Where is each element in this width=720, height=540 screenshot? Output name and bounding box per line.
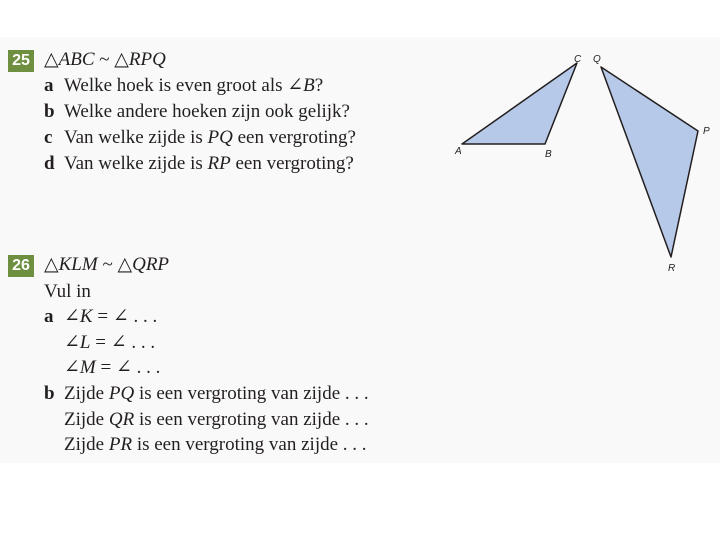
- question-25b: [44, 100, 350, 124]
- exercise-25-statement: [44, 48, 166, 72]
- vertex-label-a: A: [455, 146, 462, 157]
- side-variable: QR: [108, 409, 135, 430]
- question-label: a: [44, 306, 54, 327]
- angle-symbol: ∠: [64, 332, 80, 353]
- question-text: Welke andere hoeken zijn ook gelijk?: [64, 101, 350, 122]
- blank-answer: = ∠ . . .: [92, 306, 158, 327]
- side-variable: PQ: [108, 383, 135, 404]
- angle-variable: K: [79, 306, 93, 327]
- triangle-abc-shape: [462, 63, 577, 144]
- vertex-label-c: C: [574, 54, 582, 65]
- question-text: is een vergroting van zijde . . .: [134, 383, 369, 404]
- angle-variable: B: [303, 75, 315, 96]
- blank-answer: = ∠ . . .: [90, 332, 156, 353]
- exercise-25-number: 25: [8, 50, 34, 72]
- vertex-label-r: R: [668, 263, 676, 274]
- similar-triangles-figure: [440, 40, 720, 280]
- side-variable: RP: [207, 153, 231, 174]
- triangle-klm: KLM: [58, 254, 98, 275]
- similar-sign: ~: [94, 49, 115, 70]
- question-label: c: [44, 127, 53, 148]
- question-26a-line-3: [64, 356, 160, 380]
- question-text: is een vergroting van zijde . . .: [132, 434, 367, 455]
- triangle-abc: ABC: [58, 49, 95, 70]
- vertex-label-q: Q: [593, 54, 601, 65]
- question-text: Zijde: [64, 409, 109, 430]
- instruction-text: Vul in: [44, 281, 91, 302]
- question-text: Van welke zijde is: [64, 153, 208, 174]
- question-26a-line-1: [44, 305, 157, 329]
- question-text: Zijde: [64, 383, 109, 404]
- question-25d: [44, 152, 354, 176]
- question-label: d: [44, 153, 55, 174]
- angle-symbol: ∠: [64, 306, 80, 327]
- triangle-symbol: △: [44, 254, 59, 275]
- question-label: b: [44, 383, 55, 404]
- question-25a: [44, 74, 323, 98]
- triangle-qpr-shape: [601, 67, 698, 257]
- question-text: een vergroting?: [230, 153, 354, 174]
- exercise-26-number: 26: [8, 255, 34, 277]
- question-text: Zijde: [64, 434, 109, 455]
- question-label: a: [44, 75, 54, 96]
- triangle-rpq: RPQ: [128, 49, 166, 70]
- vertex-label-p: P: [703, 126, 710, 137]
- question-text: Welke hoek is even groot als: [64, 75, 288, 96]
- side-variable: PR: [108, 434, 133, 455]
- triangle-symbol: △: [114, 49, 129, 70]
- question-26b-line-2: [64, 408, 369, 432]
- question-26b-line-1: [44, 382, 369, 406]
- triangle-qrp: QRP: [132, 254, 170, 275]
- triangle-symbol: △: [44, 49, 59, 70]
- blank-answer: = ∠ . . .: [95, 357, 161, 378]
- angle-variable: M: [79, 357, 96, 378]
- similar-sign: ~: [97, 254, 118, 275]
- angle-symbol: ∠: [64, 357, 80, 378]
- question-mark: ?: [314, 75, 324, 96]
- question-text: is een vergroting van zijde . . .: [134, 409, 369, 430]
- angle-variable: L: [79, 332, 91, 353]
- question-text: Van welke zijde is: [64, 127, 208, 148]
- side-variable: PQ: [207, 127, 233, 148]
- angle-symbol: ∠: [287, 75, 304, 96]
- question-25c: [44, 126, 356, 150]
- question-text: een vergroting?: [232, 127, 356, 148]
- triangle-symbol: △: [117, 254, 133, 275]
- vertex-label-b: B: [545, 149, 552, 160]
- exercise-26-statement: [44, 253, 169, 277]
- question-26b-line-3: [64, 433, 367, 457]
- question-26a-line-2: [64, 331, 155, 355]
- question-label: b: [44, 101, 55, 122]
